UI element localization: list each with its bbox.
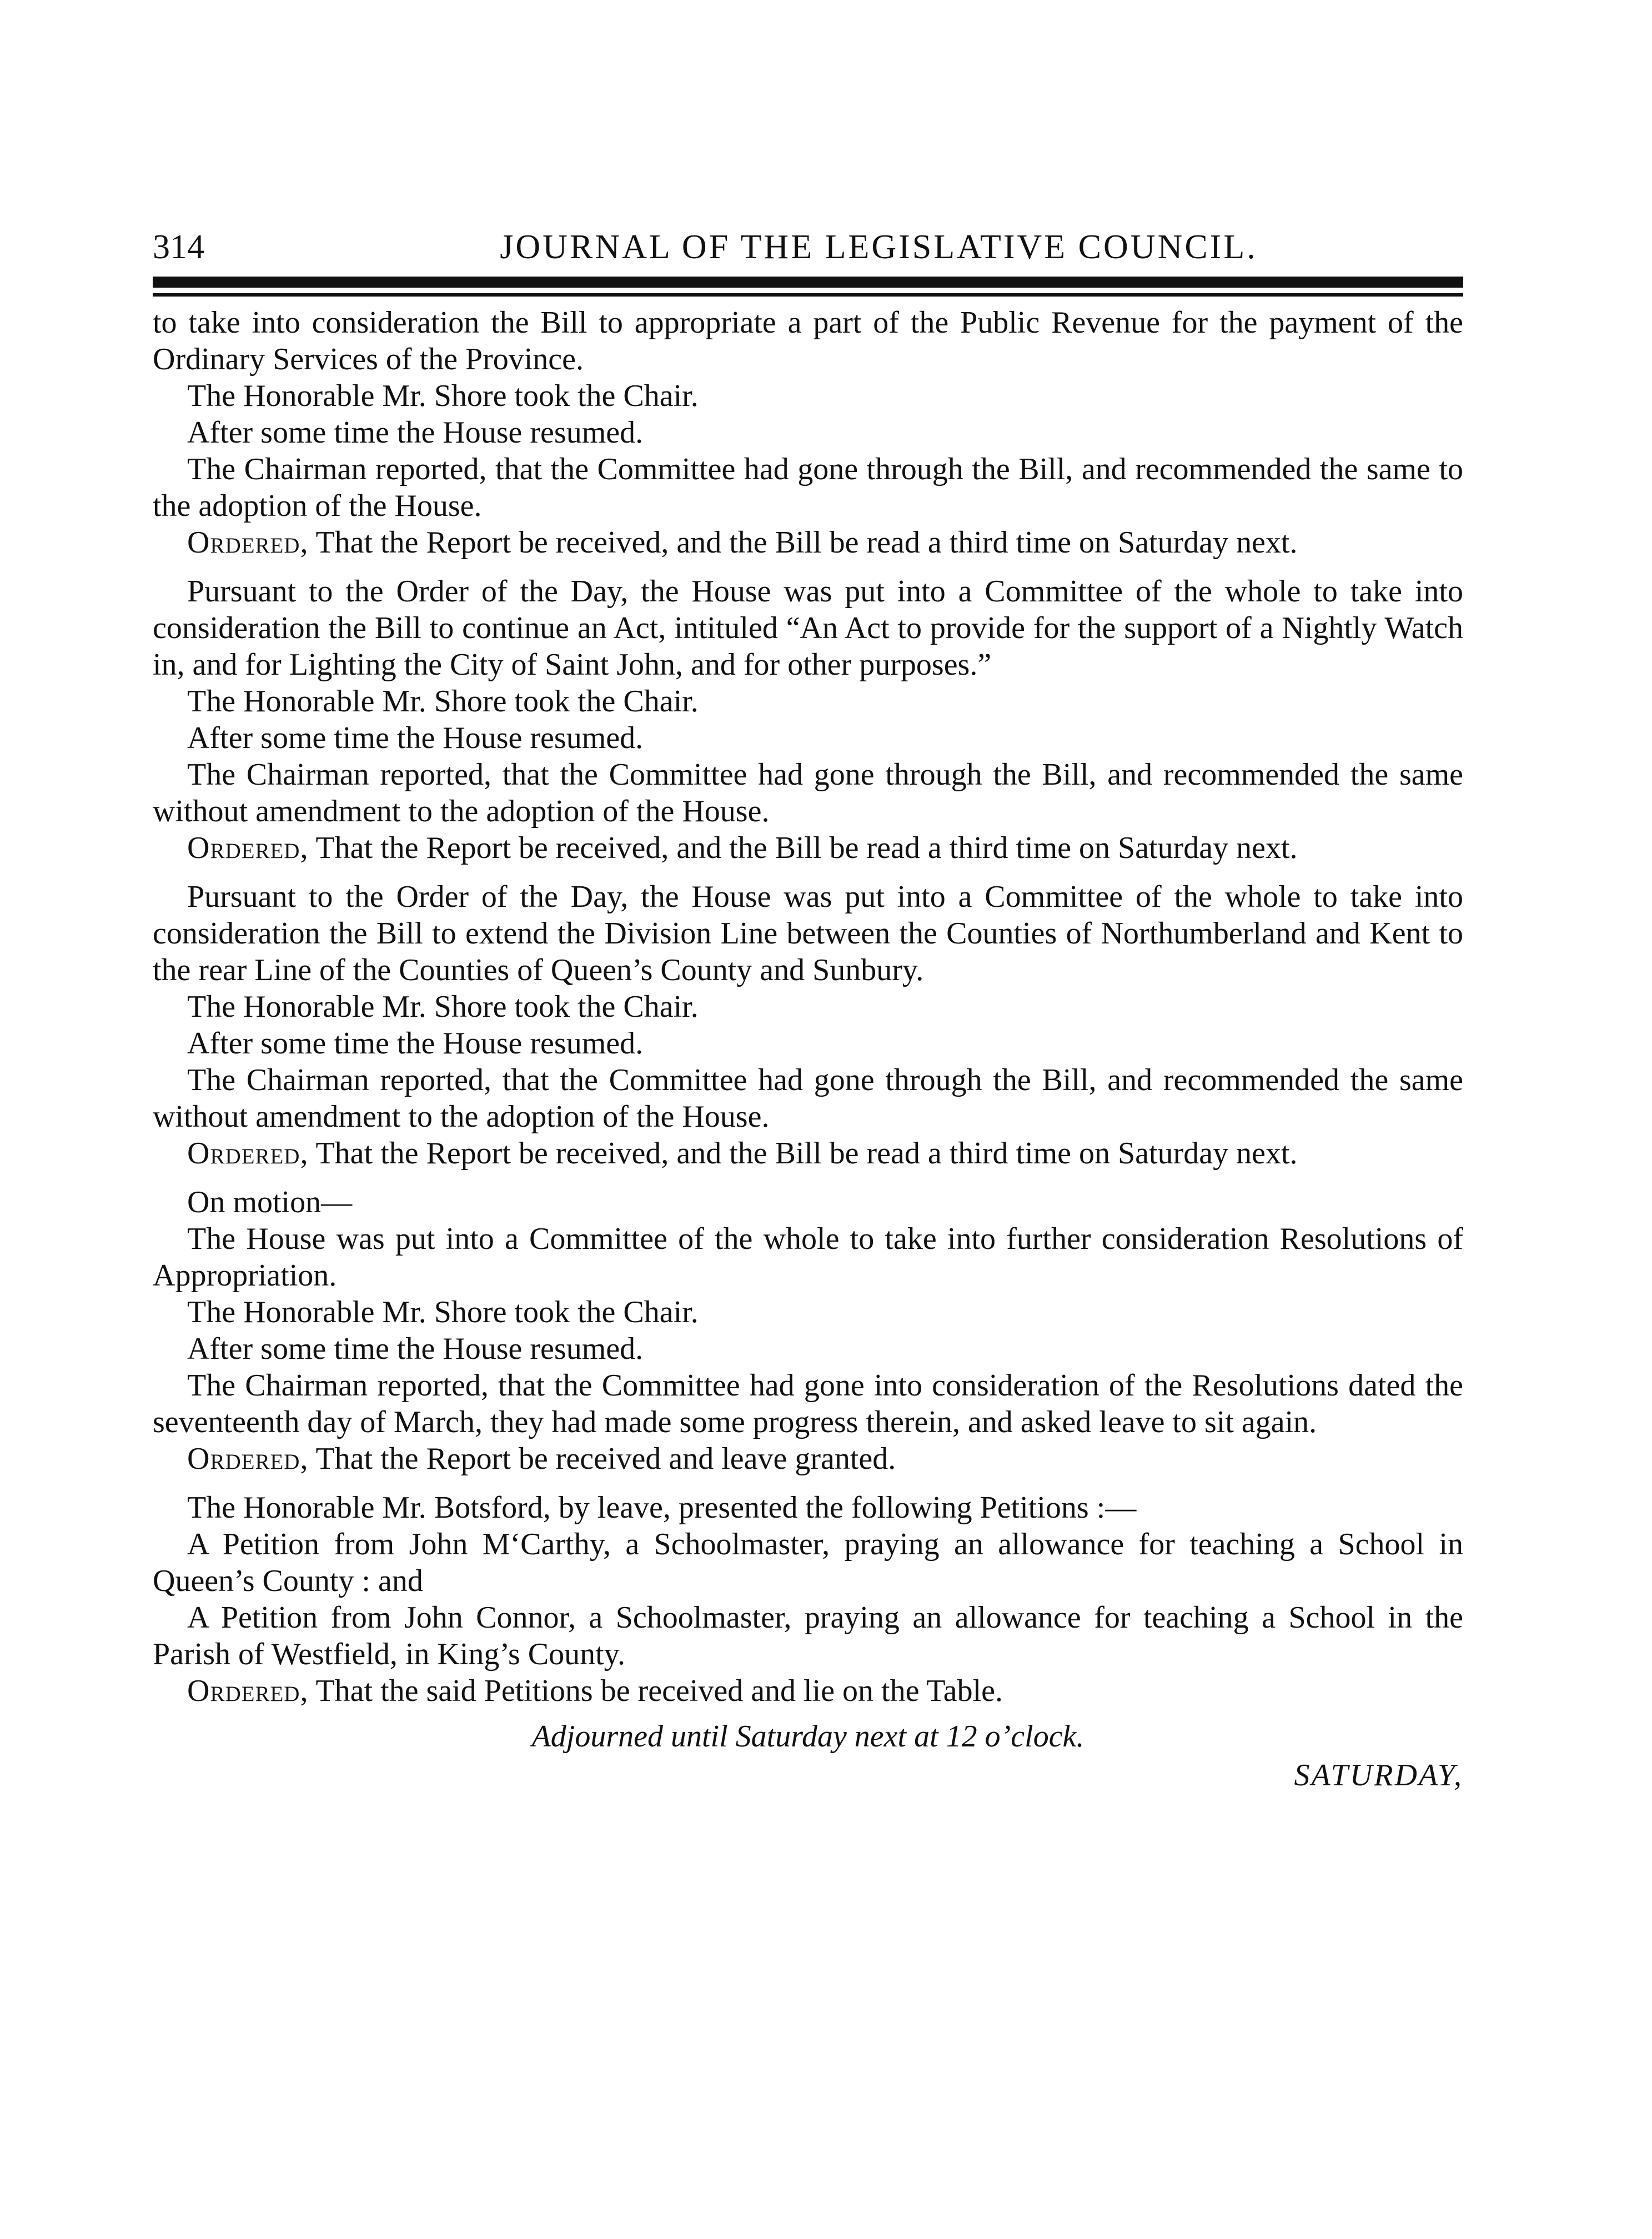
running-title: JOURNAL OF THE LEGISLATIVE COUNCIL.: [500, 228, 1258, 266]
paragraph: The Honorable Mr. Botsford, by leave, presented the following Petitions :—: [187, 1490, 1137, 1525]
ordered-paragraph: Ordered, That the said Petitions be received and lie on the Table.: [187, 1674, 1003, 1708]
page-header: [153, 219, 1463, 275]
paragraph: The Chairman reported, that the Committee had gone into consideration of the Resolutions dated the seventeenth day of March, they had made some progress therein, and asked leave to sit again.: [153, 1368, 1463, 1439]
catchword: SATURDAY,: [1294, 1758, 1463, 1793]
header-rule-thick: [153, 277, 1463, 288]
ordered-lead: Ordered,: [187, 525, 309, 560]
paragraph: A Petition from John M‘Carthy, a Schoolmaster, praying an allowance for teaching a School in Queen’s County : and: [153, 1527, 1463, 1598]
ordered-lead: Ordered,: [187, 831, 309, 865]
ordered-lead: Ordered,: [187, 1136, 309, 1171]
paragraph: A Petition from John Connor, a Schoolmaster, praying an allowance for teaching a School in the Parish of Westfield, in King’s County.: [153, 1600, 1463, 1671]
paragraph: The Chairman reported, that the Committee had gone through the Bill, and recommended the same without amendment to the adoption of the House.: [153, 1063, 1463, 1134]
paragraph: After some time the House resumed.: [187, 1332, 644, 1366]
ordered-lead: Ordered,: [187, 1674, 309, 1708]
paragraph: The Chairman reported, that the Committee had gone through the Bill, and recommended the same to the adoption of the House.: [153, 452, 1463, 523]
paragraph: The Honorable Mr. Shore took the Chair.: [187, 684, 699, 719]
ordered-paragraph: Ordered, That the Report be received, and the Bill be read a third time on Saturday next.: [187, 831, 1298, 865]
paragraph: to take into consideration the Bill to appropriate a part of the Public Revenue for the payment of the Ordinary Services of the Province.: [153, 305, 1463, 376]
ordered-lead: Ordered,: [187, 1442, 309, 1476]
page-number: 314: [153, 228, 204, 266]
ordered-paragraph: Ordered, That the Report be received and leave granted.: [187, 1442, 896, 1476]
paragraph: After some time the House resumed.: [187, 1026, 644, 1061]
journal-page: [153, 0, 1463, 2239]
paragraph: Pursuant to the Order of the Day, the House was put into a Committee of the whole to take into consideration the Bill to continue an Act, intituled “An Act to provide for the support of a Nightly Watch in, and for Lighting the City of Saint John, and for other purposes.”: [153, 574, 1463, 682]
paragraph: After some time the House resumed.: [187, 415, 644, 450]
paragraph: On motion—: [187, 1185, 353, 1219]
header-rule-thin: [153, 293, 1463, 297]
adjournment-line: Adjourned until Saturday next at 12 o’clock.: [531, 1719, 1084, 1754]
paragraph: The Chairman reported, that the Committee had gone through the Bill, and recommended the same without amendment to the adoption of the House.: [153, 757, 1463, 829]
journal-body: [153, 304, 1463, 1794]
ordered-paragraph: Ordered, That the Report be received, and the Bill be read a third time on Saturday next.: [187, 525, 1298, 560]
paragraph: Pursuant to the Order of the Day, the House was put into a Committee of the whole to take into consideration the Bill to extend the Division Line between the Counties of Northumberland and Kent to the rear Line of the Counties of Queen’s County and Sunbury.: [153, 880, 1463, 987]
paragraph: The House was put into a Committee of the whole to take into further consideration Resolutions of Appropriation.: [153, 1222, 1463, 1293]
paragraph: The Honorable Mr. Shore took the Chair.: [187, 990, 699, 1024]
ordered-paragraph: Ordered, That the Report be received, and the Bill be read a third time on Saturday next.: [187, 1136, 1298, 1171]
paragraph: The Honorable Mr. Shore took the Chair.: [187, 1295, 699, 1329]
paragraph: After some time the House resumed.: [187, 721, 644, 755]
paragraph: The Honorable Mr. Shore took the Chair.: [187, 379, 699, 413]
